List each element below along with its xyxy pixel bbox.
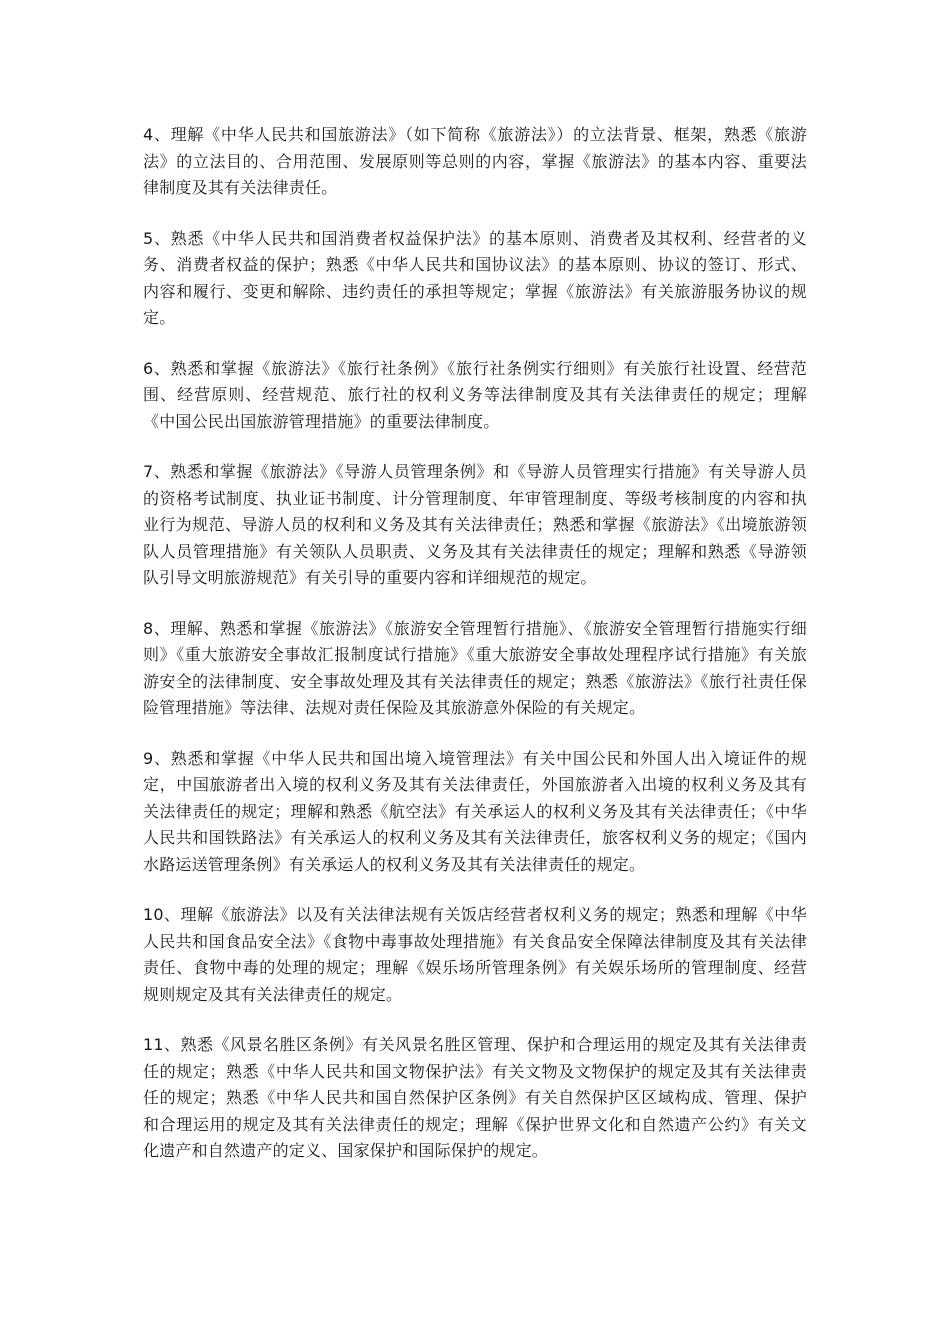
paragraph-4: 4、理解《中华人民共和国旅游法》（如下简称《旅游法》）的立法背景、框架，熟悉《旅游法》的立法目的、合用范围、发展原则等总则的内容，掌握《旅游法》的基本内容、重要法律制度及其有关法律责任。 [143, 125, 807, 197]
paragraph-8: 8、理解、熟悉和掌握《旅游法》《旅游安全管理暂行措施》、《旅游安全管理暂行措施实行细则》《重大旅游安全事故汇报制度试行措施》《重大旅游安全事故处理程序试行措施》有关旅游安全的法律制度、安全事故处理及其有关法律责任的规定；熟悉《旅游法》《旅行社责任保险管理措施》等法律、法规对责任保险及其旅游意外保险的有关规定。 [143, 618, 807, 717]
document-body [143, 122, 807, 1189]
paragraph-9: 9、熟悉和掌握《中华人民共和国出境入境管理法》有关中国公民和外国人出入境证件的规定，中国旅游者出入境的权利义务及其有关法律责任，外国旅游者入出境的权利义务及其有关法律责任的规定；理解和熟悉《航空法》有关承运人的权利义务及其有关法律责任；《中华人民共和国铁路法》有关承运人的权利义务及其有关法律责任，旅客权利义务的规定；《国内水路运送管理条例》有关承运人的权利义务及其有关法律责任的规定。 [143, 748, 807, 874]
paragraph-11: 11、熟悉《风景名胜区条例》有关风景名胜区管理、保护和合理运用的规定及其有关法律责任的规定；熟悉《中华人民共和国文物保护法》有关文物及文物保护的规定及其有关法律责任的规定；熟悉《中华人民共和国自然保护区条例》有关自然保护区区域构成、管理、保护和合理运用的规定及其有关法律责任的规定；理解《保护世界文化和自然遗产公约》有关文化遗产和自然遗产的定义、国家保护和国际保护的规定。 [143, 1035, 807, 1160]
paragraph-5: 5、熟悉《中华人民共和国消费者权益保护法》的基本原则、消费者及其权利、经营者的义务、消费者权益的保护；熟悉《中华人民共和国协议法》的基本原则、协议的签订、形式、内容和履行、变更和解除、违约责任的承担等规定；掌握《旅游法》有关旅游服务协议的规定。 [143, 228, 807, 327]
paragraph-6: 6、熟悉和掌握《旅游法》《旅行社条例》《旅行社条例实行细则》有关旅行社设置、经营范围、经营原则、经营规范、旅行社的权利义务等法律制度及其有关法律责任的规定；理解《中国公民出国旅游管理措施》的重要法律制度。 [143, 358, 807, 431]
paragraph-7: 7、熟悉和掌握《旅游法》《导游人员管理条例》和《导游人员管理实行措施》有关导游人员的资格考试制度、执业证书制度、计分管理制度、年审管理制度、等级考核制度的内容和执业行为规范、导游人员的权利和义务及其有关法律责任；熟悉和掌握《旅游法》《出境旅游领队人员管理措施》有关领队人员职责、义务及其有关法律责任的规定；理解和熟悉《导游领队引导文明旅游规范》有关引导的重要内容和详细规范的规定。 [143, 462, 807, 587]
paragraph-10: 10、理解《旅游法》以及有关法律法规有关饭店经营者权利义务的规定；熟悉和理解《中华人民共和国食品安全法》《食物中毒事故处理措施》有关食品安全保障法律制度及其有关法律责任、食物中毒的处理的规定；理解《娱乐场所管理条例》有关娱乐场所的管理制度、经营规则规定及其有关法律责任的规定。 [143, 905, 807, 1004]
